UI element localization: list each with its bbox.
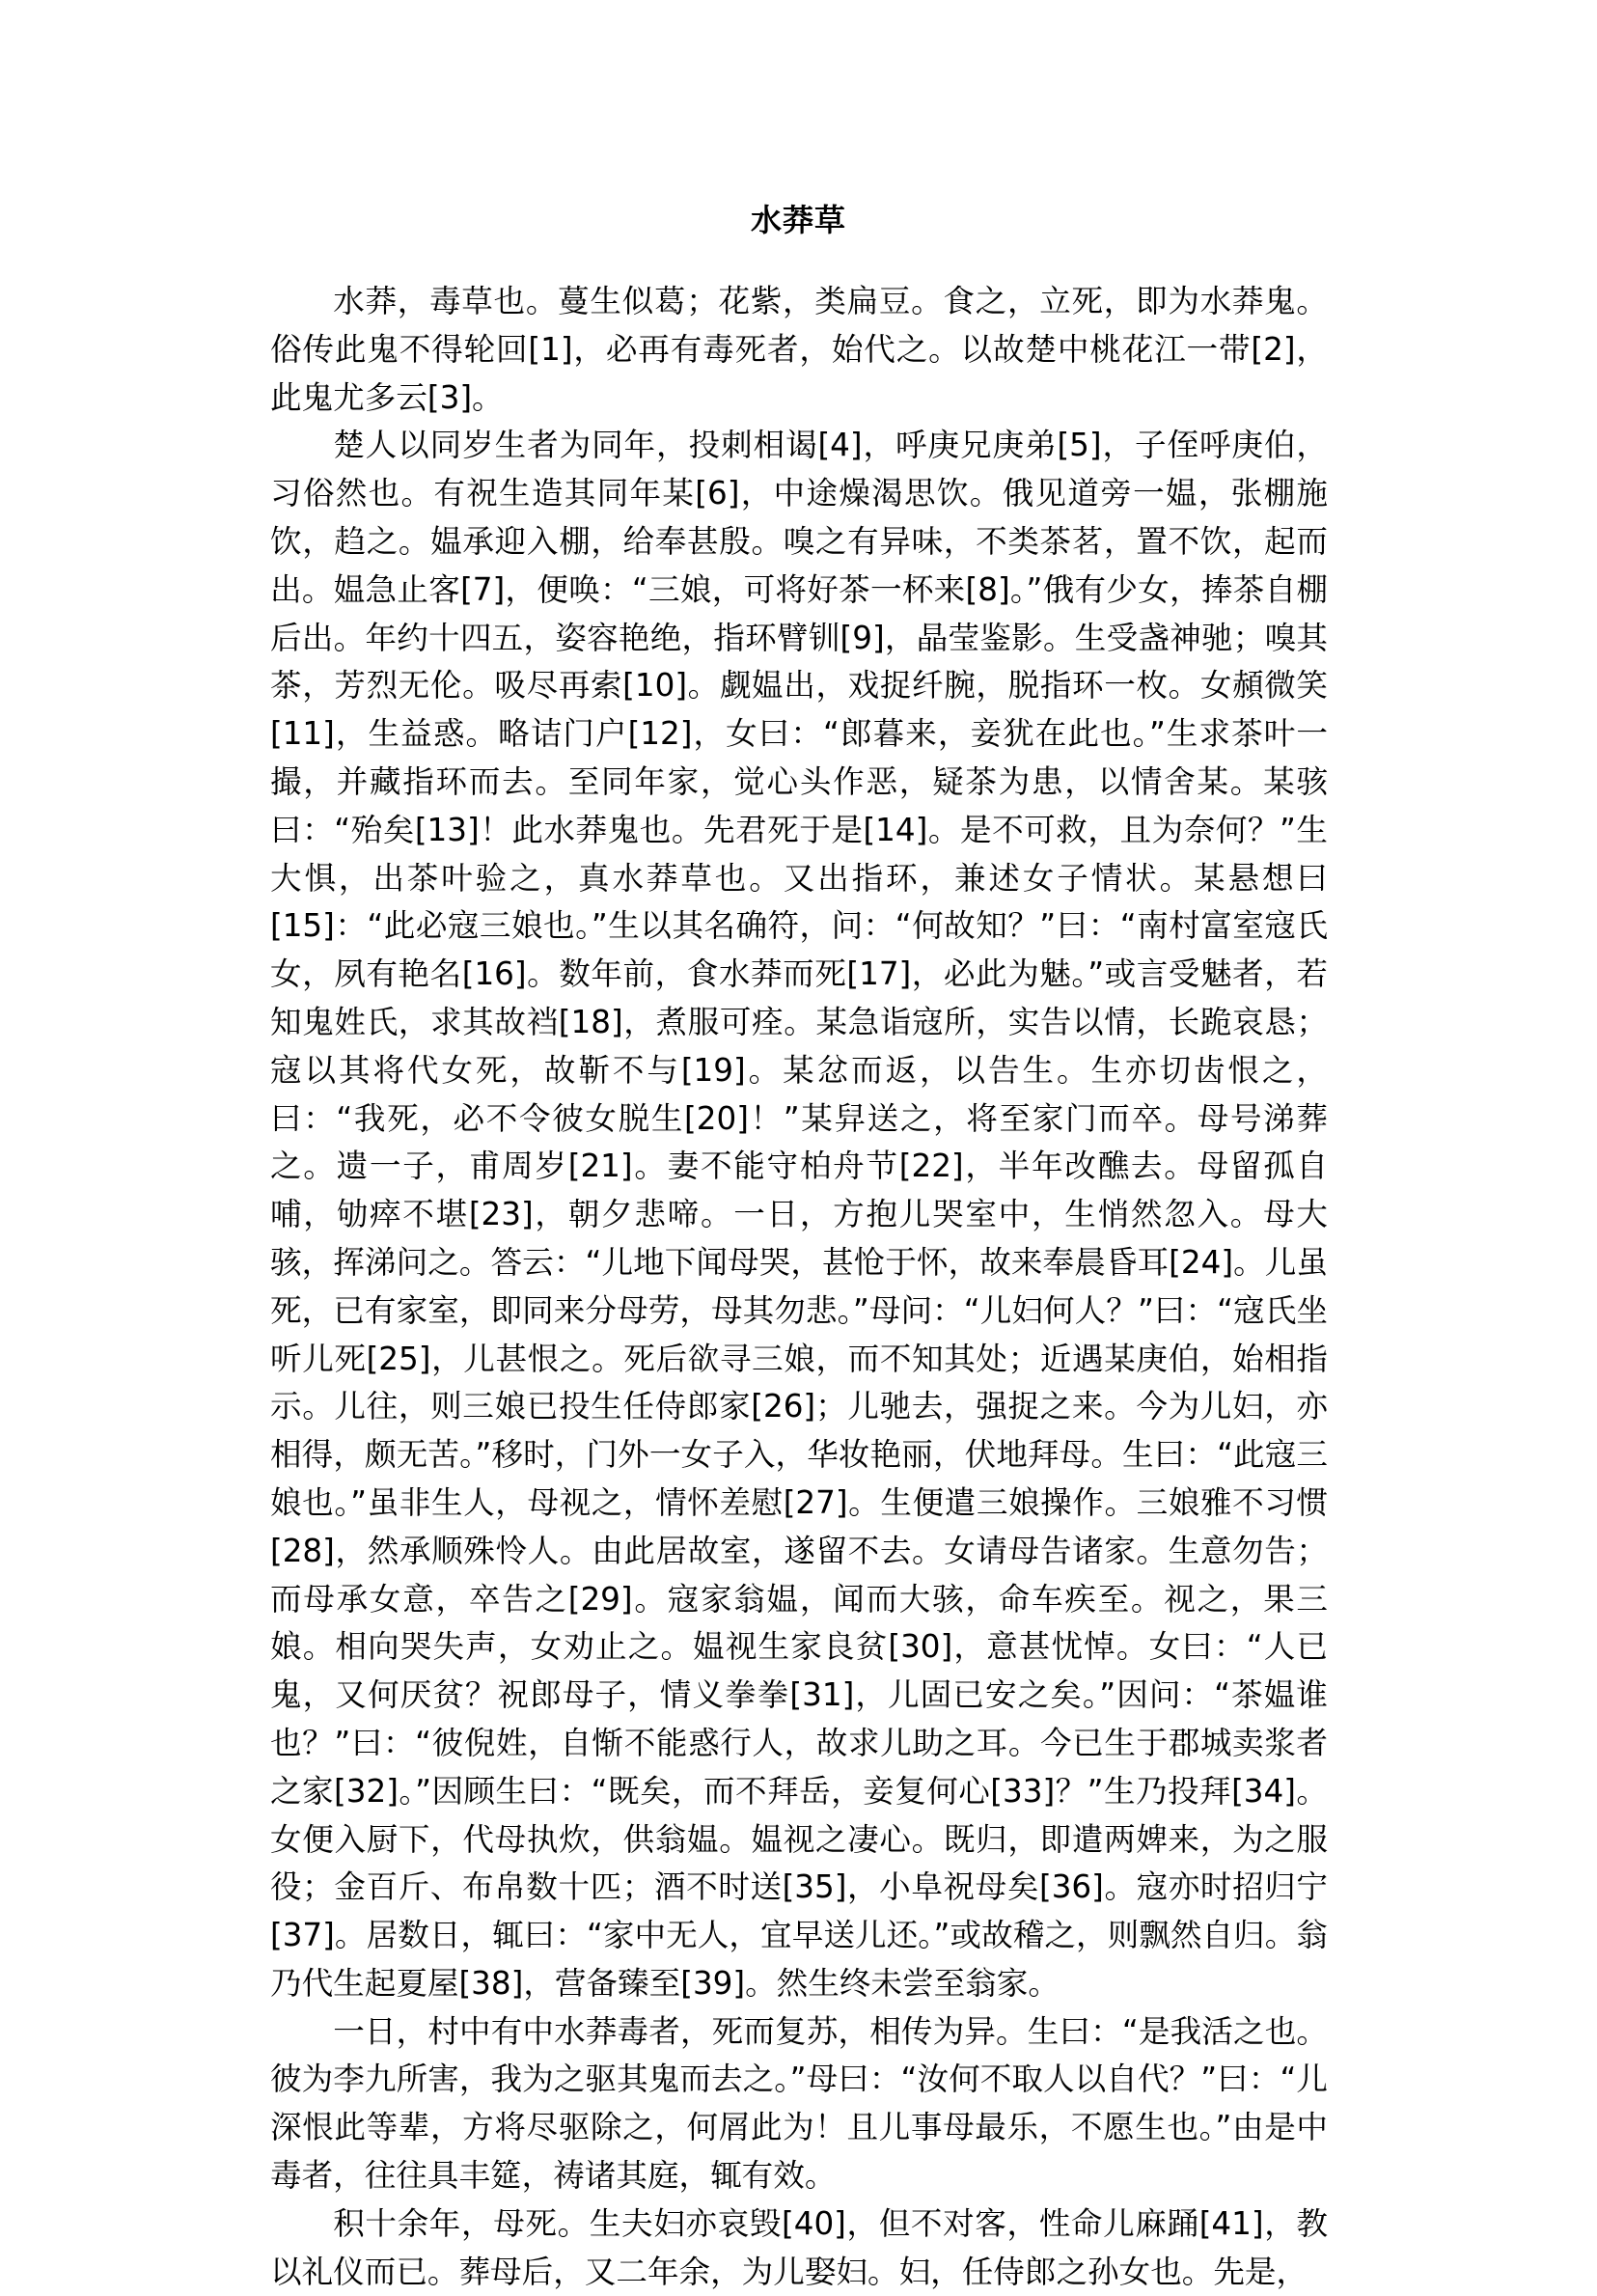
document-title: 水莽草 <box>750 202 846 238</box>
paragraph-3: 一日，村中有中水莽毒者，死而复苏，相传为异。生曰：“是我活之也。彼为李九所害，我为之驱其鬼而去之。”母曰：“汝何不取人以自代？”曰：“儿深恨此等辈，方将尽驱除之，何屑此为！且儿事母最乐，不愿生也。”由是中毒者，往往具丰筵，祷诸其庭，辄有效。 <box>270 2012 1328 2195</box>
paragraph-2: 楚人以同岁生者为同年，投刺相谒[4]，呼庚兄庚弟[5]，子侄呼庚伯，习俗然也。有祝生造其同年某[6]，中途燥渴思饮。俄见道旁一媪，张棚施饮，趋之。媪承迎入棚，给奉甚殷。嗅之有异味，不类茶茗，置不饮，起而出。媪急止客[7]，便唤：“三娘，可将好茶一杯来[8]。”俄有少女，捧茶自棚后出。年约十四五，姿容艳绝，指环臂钏[9]，晶莹鉴影。生受盏神驰；嗅其茶，芳烈无伦。吸尽再索[10]。觑媪出，戏捉纤腕，脱指环一枚。女頳微笑[11]，生益惑。略诘门户[12]，女曰：“郎暮来，妾犹在此也。”生求茶叶一撮，并藏指环而去。至同年家，觉心头作恶，疑茶为患，以情舍某。某骇曰：“殆矣[13]！此水莽鬼也。先君死于是[14]。是不可救，且为奈何？”生大惧，出茶叶验之，真水莽草也。又出指环，兼述女子情状。某悬想曰[15]：“此必寇三娘也。”生以其名确符，问：“何故知？”曰：“南村富室寇氏女，夙有艳名[16]。数年前，食水莽而死[17]，必此为魅。”或言受魅者，若知鬼姓氏，求其故裆[18]，煮服可痊。某急诣寇所，实告以情，长跪哀恳；寇以其将代女死，故靳不与[19]。某忿而返，以告生。生亦切齿恨之，曰：“我死，必不令彼女脱生[20]！”某舁送之，将至家门而卒。母号涕葬之。遗一子，甫周岁[21]。妻不能守柏舟节[22]，半年改醮去。母留孤自哺，劬瘁不堪[23]，朝夕悲啼。一日，方抱儿哭室中，生悄然忽入。母大骇，挥涕问之。答云：“儿地下闻母哭，甚怆于怀，故来奉晨昏耳[24]。儿虽死，已有家室，即同来分母劳，母其勿悲。”母问：“儿妇何人？”曰：“寇氏坐听儿死[25]，儿甚恨之。死后欲寻三娘，而不知其处；近遇某庚伯，始相指示。儿往，则三娘已投生任侍郎家[26]；儿驰去，强捉之来。今为儿妇，亦相得，颇无苦。”移时，门外一女子入，华妆艳丽，伏地拜母。生曰：“此寇三娘也。”虽非生人，母视之，情怀差慰[27]。生便遣三娘操作。三娘雅不习惯[28]，然承顺殊怜人。由此居故室，遂留不去。女请母告诸家。生意勿告；而母承女意，卒告之[29]。寇家翁媪，闻而大骇，命车疾至。视之，果三娘。相向哭失声，女劝止之。媪视生家良贫[30]，意甚忧悼。女曰：“人已鬼，又何厌贫？祝郎母子，情义拳拳[31]，儿固已安之矣。”因问：“茶媪谁也？”曰：“彼倪姓，自惭不能惑行人，故求儿助之耳。今已生于郡城卖浆者之家[32]。”因顾生曰：“既矣，而不拜岳，妾复何心[33]？”生乃投拜[34]。女便入厨下，代母执炊，供翁媪。媪视之凄心。既归，即遣两婢来，为之服役；金百斤、布帛数十匹；酒不时送[35]，小阜祝母矣[36]。寇亦时招归宁[37]。居数日，辄曰：“家中无人，宜早送儿还。”或故稽之，则飘然自归。翁乃代生起夏屋[38]，营备臻至[39]。然生终未尝至翁家。 <box>270 427 1328 2002</box>
document-body <box>270 278 1328 2296</box>
paragraph-4: 积十余年，母死。生夫妇亦哀毁[40]，但不对客，性命儿麻踊[41]，教以礼仪而已。葬母后，又二年余，为儿娶妇。妇，任侍郎之孙女也。先是， <box>270 2204 1328 2290</box>
paragraph-1: 水莽，毒草也。蔓生似葛；花紫，类扁豆。食之，立死，即为水莽鬼。俗传此鬼不得轮回[1]，必再有毒死者，始代之。以故楚中桃花江一带[2]，此鬼尤多云[3]。 <box>270 283 1328 416</box>
